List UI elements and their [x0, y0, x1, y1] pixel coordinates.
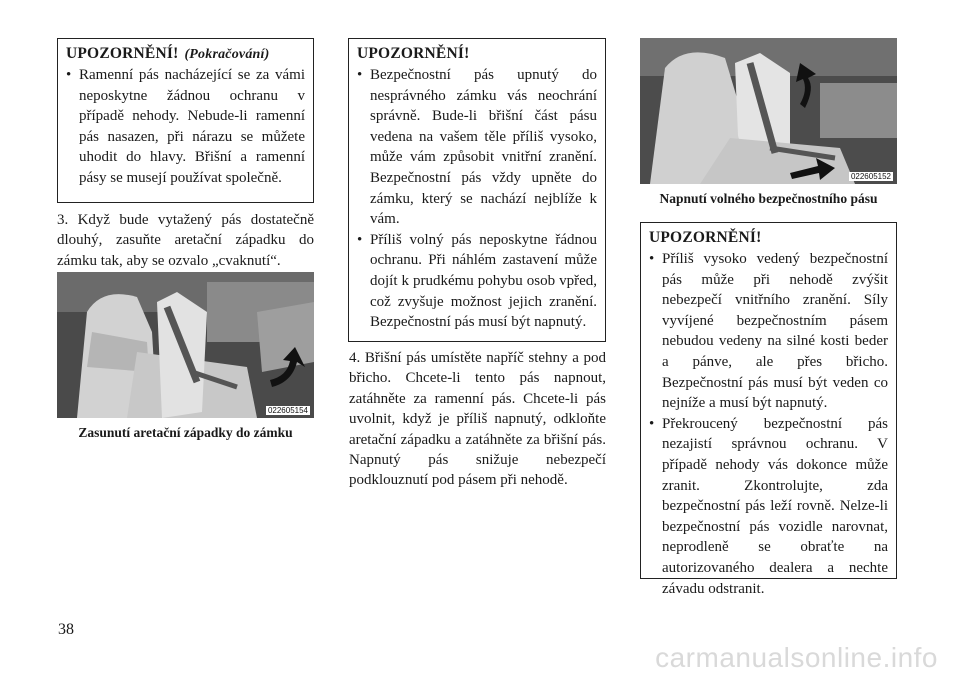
warning-title: UPOZORNĚNÍ! (Pokračování) — [66, 45, 270, 62]
warning-bullet: • Příliš vysoko vedený bezpečnostní pás může při nehodě zvýšit nebezpečí vnitřního zranění. Síly vyvíjené bezpečnostním pásem nebudou vedeny na silné kosti beder a pánve, ale přes břicho. Bezpečnostní pás musí být veden co nejníže a musí být napnutý. — [649, 249, 888, 414]
warning-bullet: • Příliš volný pás neposkytne řádnou ochranu. Při náhlém zastavení může dojít k prudkému pohybu osob vpřed, což zvyšuje možnost jejich zranění. Bezpečnostní pás musí být napnutý. — [357, 230, 597, 333]
warning-title: UPOZORNĚNÍ! — [357, 45, 470, 62]
warning-title: UPOZORNĚNÍ! — [649, 229, 762, 246]
page-number: 38 — [58, 621, 74, 638]
figure-code: 022605154 — [267, 406, 308, 415]
warning-subtitle: (Pokračování) — [184, 47, 270, 62]
buckle-insertion-photo — [57, 272, 314, 418]
step-4-text: 4. Břišní pás umístěte napříč stehny a pod břicho. Chcete-li tento pás napnout, zatáhněte za ramenní pás. Chcete-li pás uvolnit, když je příliš napnutý, odkloňte aretační západku a zatáhněte za břišní pás. Napnutý pás snižuje nebezpečí podklouznutí pod pásem při nehodě. — [349, 350, 606, 489]
warning-box-continued — [57, 38, 314, 203]
warning-bullet: • Ramenní pás nacházející se za vámi neposkytne žádnou ochranu v případě nehody. Nebude-li ramenní pás nasazen, při nárazu se můžete uhodit do hlavy. Břišní a ramenní pásy se musejí používat společně. — [66, 65, 305, 189]
warning-bullet: • Bezpečnostní pás upnutý do nesprávného zámku vás neochrání správně. Bude-li břišní část pásu vedena na vašem těle příliš vysoko, může vám způsobit vnitřní zranění. Bezpečnostní pás vždy upněte do zámku, který se nachází nejblíže k vám. — [357, 65, 597, 230]
warning-box — [348, 38, 606, 342]
belt-tightening-photo — [640, 38, 897, 184]
watermark: carmanualsonline.info — [655, 642, 938, 673]
figure-caption: Napnutí volného bezpečnostního pásu — [659, 191, 878, 206]
step-3-text: 3. Když bude vytažený pás dostatečně dlouhý, zasuňte aretační západku do zámku tak, aby se ozvalo „cvaknutí“. — [57, 212, 314, 269]
warning-box — [640, 222, 897, 597]
figure-code: 022605152 — [850, 172, 891, 181]
figure-caption: Zasunutí aretační západky do zámku — [78, 425, 293, 440]
warning-bullet: • Překroucený bezpečnostní pás nezajistí správnou ochranu. V případě nehody vás dokonce může zranit. Zkontrolujte, zda bezpečnostní pás leží rovně. Nelze-li bezpečnostní pás vozidle narovnat, neprodleně se obraťte na autorizovaného dealera a nechte závadu odstranit. — [649, 414, 888, 599]
